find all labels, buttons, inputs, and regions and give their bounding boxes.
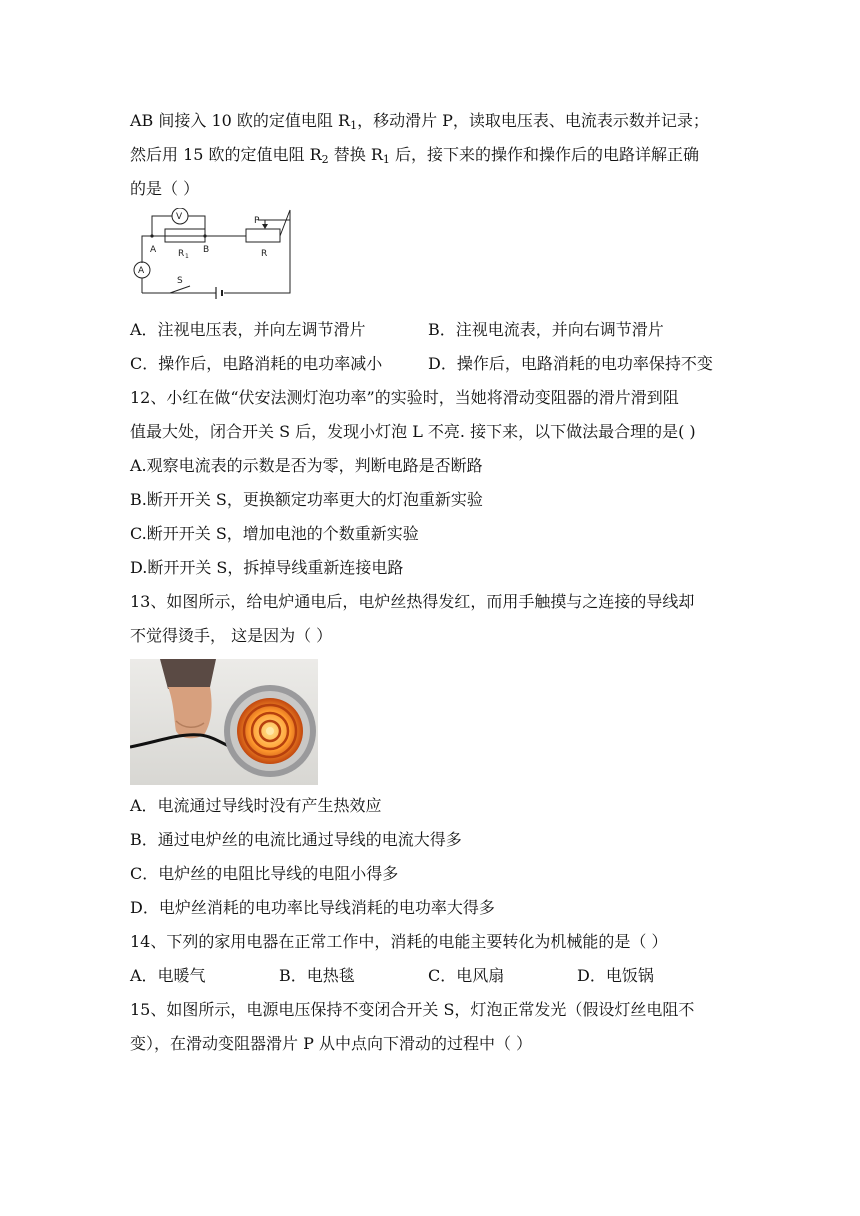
node-a-label: A bbox=[150, 245, 157, 255]
voltmeter-label: V bbox=[176, 212, 183, 222]
q11-option-c: C．操作后，电路消耗的电功率减小 bbox=[130, 354, 383, 373]
q13-line-1: 13、如图所示，给电炉通电后，电炉丝热得发红，而用手触摸与之连接的导线却 bbox=[130, 592, 695, 611]
q14-option-d: D．电饭锅 bbox=[577, 966, 654, 985]
q15-line-2: 变），在滑动变阻器滑片 P 从中点向下滑动的过程中（ ） bbox=[130, 1034, 533, 1053]
q14-line-1: 14、下列的家用电器在正常工作中，消耗的电能主要转化为机械能的是（ ） bbox=[130, 932, 668, 951]
q12-option-c: C.断开开关 S，增加电池的个数重新实验 bbox=[130, 524, 419, 543]
q13-option-d: D．电炉丝消耗的电功率比导线消耗的电功率大得多 bbox=[130, 898, 495, 917]
q12-line-2: 值最大处，闭合开关 S 后，发现小灯泡 L 不亮. 接下来，以下做法最合理的是( ) bbox=[130, 422, 696, 441]
q12-option-a: A.观察电流表的示数是否为零，判断电路是否断路 bbox=[130, 456, 483, 475]
q12-option-d: D.断开开关 S，拆掉导线重新连接电路 bbox=[130, 558, 404, 577]
q11-options-row-2 bbox=[130, 347, 740, 381]
q12-line-1: 12、小红在做“伏安法测灯泡功率”的实验时，当她将滑动变阻器的滑片滑到阻 bbox=[130, 388, 679, 407]
q11-options-row-1 bbox=[130, 313, 740, 347]
node-b-label: B bbox=[203, 245, 210, 255]
q14-option-c: C．电风扇 bbox=[428, 966, 505, 985]
q12-option-b: B.断开开关 S，更换额定功率更大的灯泡重新实验 bbox=[130, 490, 483, 509]
q15-line-1: 15、如图所示，电源电压保持不变闭合开关 S，灯泡正常发光（假设灯丝电阻不 bbox=[130, 1000, 695, 1019]
q11-line-3: 的是（ ） bbox=[130, 179, 200, 198]
q11-line-1: AB 间接入 10 欧的定值电阻 $R_1$，移动滑片 P，读取电压表、电流表示数并记录； bbox=[130, 111, 709, 132]
electric-stove-photo bbox=[130, 659, 318, 785]
q11-option-d: D．操作后，电路消耗的电功率保持不变 bbox=[428, 354, 713, 373]
q13-option-a: A．电流通过导线时没有产生热效应 bbox=[130, 796, 382, 815]
circuit-diagram bbox=[130, 208, 300, 303]
ammeter-label: A bbox=[138, 266, 145, 276]
q11-option-b: B．注视电流表，并向右调节滑片 bbox=[428, 320, 664, 339]
r1-label: R bbox=[178, 249, 185, 259]
slider-p-label: P bbox=[254, 216, 260, 226]
q14-options-row bbox=[130, 959, 740, 993]
question-content bbox=[130, 104, 740, 1061]
q14-option-a: A．电暖气 bbox=[130, 966, 206, 985]
q13-option-c: C．电炉丝的电阻比导线的电阻小得多 bbox=[130, 864, 399, 883]
q14-option-b: B．电热毯 bbox=[279, 966, 355, 985]
q13-option-b: B．通过电炉丝的电流比通过导线的电流大得多 bbox=[130, 830, 462, 849]
switch-label: S bbox=[177, 276, 183, 286]
rheostat-label: R bbox=[261, 249, 268, 259]
q13-line-2: 不觉得烫手， 这是因为（ ） bbox=[130, 626, 333, 645]
q11-line-2: 然后用 15 欧的定值电阻 $R_2$ 替换 $R_1$ 后，接下来的操作和操作后的电路详解正确 bbox=[130, 145, 699, 166]
q11-option-a: A．注视电压表，并向左调节滑片 bbox=[130, 320, 366, 339]
r1-sub-label: 1 bbox=[185, 253, 189, 260]
